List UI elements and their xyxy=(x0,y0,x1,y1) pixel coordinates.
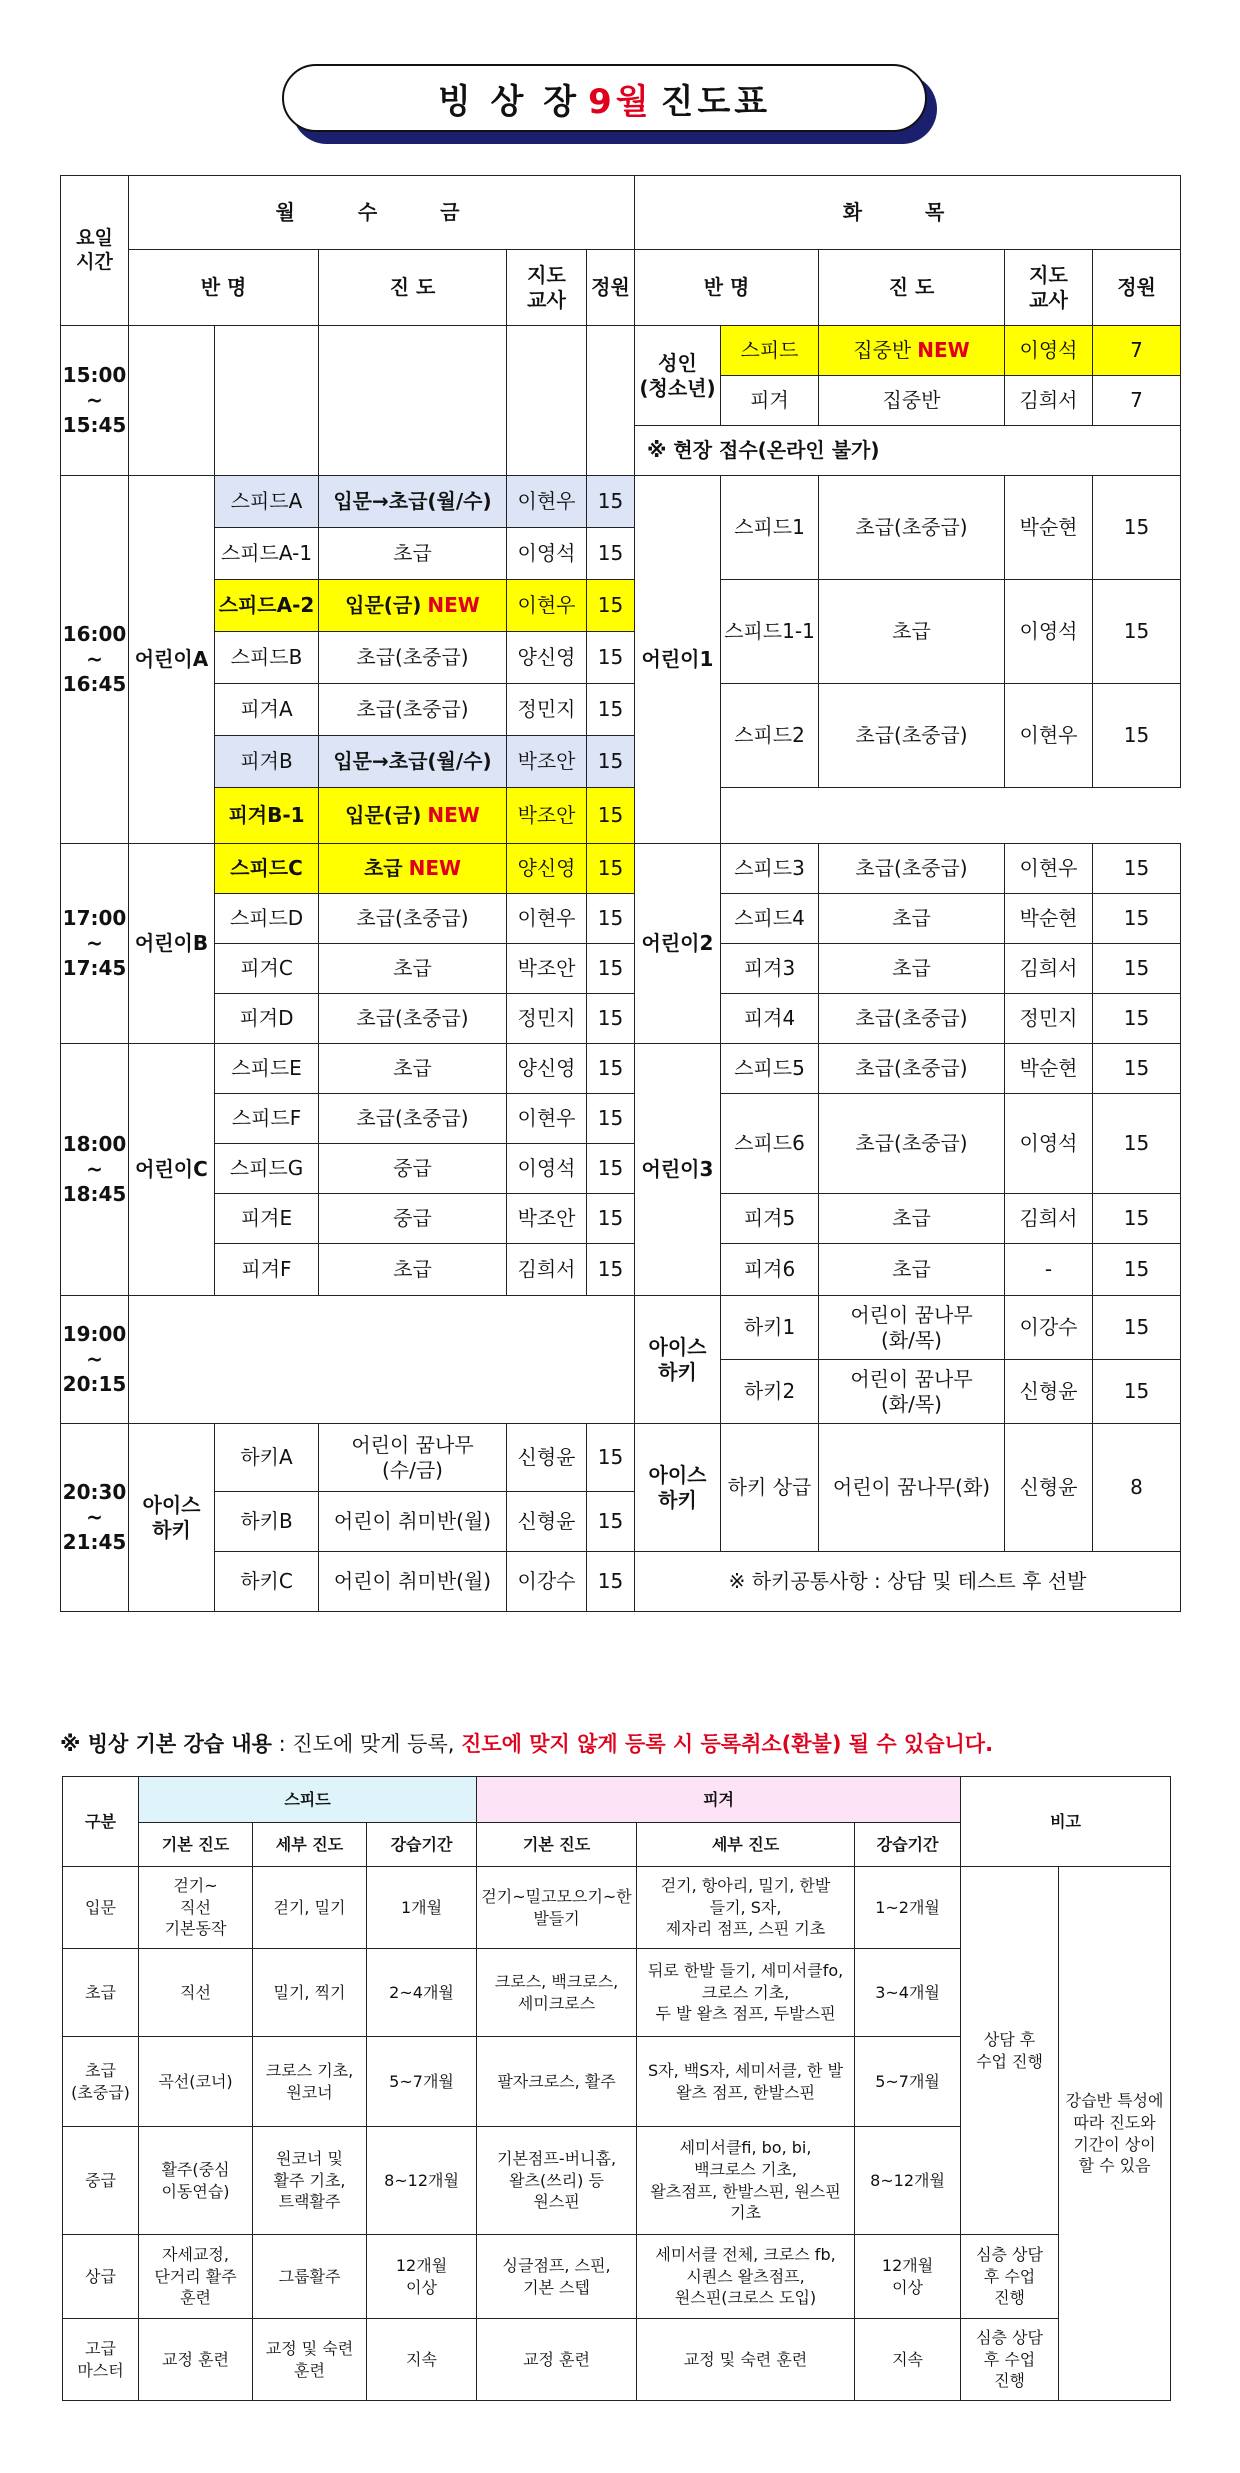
progress-header-2: 진 도 xyxy=(819,250,1005,326)
class-capacity: 15 xyxy=(587,994,635,1044)
class-capacity: 15 xyxy=(587,844,635,894)
class-progress: 어린이 꿈나무 (수/금) xyxy=(319,1424,507,1492)
figure-basic: 교정 훈련 xyxy=(477,2319,637,2401)
class-teacher: 이현우 xyxy=(1005,684,1093,788)
class-progress: 어린이 꿈나무 (화/목) xyxy=(819,1296,1005,1360)
class-progress: 초급(초중급) xyxy=(319,684,507,736)
figure-basic: 싱글점프, 스핀, 기본 스텝 xyxy=(477,2235,637,2319)
class-teacher: - xyxy=(1005,1244,1093,1296)
class-progress: 초급(초중급) xyxy=(319,632,507,684)
hockey-note: ※ 하키공통사항 : 상담 및 테스트 후 선발 xyxy=(635,1552,1181,1612)
teacher-header-2: 지도 교사 xyxy=(1005,250,1093,326)
class-capacity: 15 xyxy=(587,894,635,944)
class-progress: 초급(초중급) xyxy=(319,994,507,1044)
class-teacher: 신형윤 xyxy=(1005,1360,1093,1424)
class-teacher: 이영석 xyxy=(507,1144,587,1194)
schedule-table xyxy=(60,175,1181,1612)
class-name-header: 반 명 xyxy=(129,250,319,326)
progress-header: 진 도 xyxy=(319,250,507,326)
notice-line xyxy=(60,1728,993,1758)
speed-basic: 직선 xyxy=(139,1949,253,2037)
class-capacity: 15 xyxy=(587,788,635,844)
class-progress: 중급 xyxy=(319,1144,507,1194)
figure-detail: 세미서클fi, bo, bi, 백크로스 기초, 왈츠점프, 한발스핀, 원스핀 기초 xyxy=(637,2127,855,2235)
class-teacher: 김희서 xyxy=(507,1244,587,1296)
capacity-header-2: 정원 xyxy=(1093,250,1181,326)
class-capacity: 15 xyxy=(1093,1244,1181,1296)
new-badge: NEW xyxy=(917,338,970,362)
level-label: 고급 마스터 xyxy=(63,2319,139,2401)
capacity-header: 정원 xyxy=(587,250,635,326)
class-progress: 초급(초중급) xyxy=(819,994,1005,1044)
speed-period: 지속 xyxy=(367,2319,477,2401)
class-teacher: 이현우 xyxy=(507,894,587,944)
class-capacity: 7 xyxy=(1093,326,1181,376)
class-teacher: 박조안 xyxy=(507,736,587,788)
class-teacher: 이현우 xyxy=(507,580,587,632)
class-progress: 입문→초급(월/수) xyxy=(319,476,507,528)
class-capacity: 15 xyxy=(587,1552,635,1612)
speed-basic: 자세교정, 단거리 활주 훈련 xyxy=(139,2235,253,2319)
class-capacity: 15 xyxy=(1093,944,1181,994)
class-progress: 집중반 NEW xyxy=(819,326,1005,376)
class-teacher: 박조안 xyxy=(507,788,587,844)
class-progress: 초급(초중급) xyxy=(819,844,1005,894)
class-progress: 초급 xyxy=(319,944,507,994)
class-progress: 입문(금) NEW xyxy=(319,580,507,632)
category-header: 구분 xyxy=(63,1777,139,1867)
speed-basic-header: 기본 진도 xyxy=(139,1823,253,1867)
class-progress: 초급 NEW xyxy=(319,844,507,894)
group-label: 어린이B xyxy=(129,844,215,1044)
class-teacher: 신형윤 xyxy=(507,1492,587,1552)
class-teacher: 김희서 xyxy=(1005,944,1093,994)
speed-header: 스피드 xyxy=(139,1777,477,1823)
speed-basic: 걷기~ 직선 기본동작 xyxy=(139,1867,253,1949)
level-label: 초급 xyxy=(63,1949,139,2037)
class-name: 피겨4 xyxy=(721,994,819,1044)
class-teacher: 이영석 xyxy=(507,528,587,580)
figure-period: 3~4개월 xyxy=(855,1949,961,2037)
notice-text: : 진도에 맞게 등록, xyxy=(271,1732,462,1756)
class-name: 스피드A-1 xyxy=(215,528,319,580)
class-name: 하키C xyxy=(215,1552,319,1612)
class-name: 스피드A-2 xyxy=(215,580,319,632)
class-capacity: 15 xyxy=(1093,844,1181,894)
class-progress: 초급(초중급) xyxy=(819,476,1005,580)
title-suffix: 진도표 xyxy=(660,81,772,122)
class-name: 스피드F xyxy=(215,1094,319,1144)
class-progress: 초급 xyxy=(819,580,1005,684)
speed-detail: 그룹활주 xyxy=(253,2235,367,2319)
class-capacity: 15 xyxy=(587,944,635,994)
class-teacher: 이영석 xyxy=(1005,326,1093,376)
reference-table xyxy=(62,1776,1171,2401)
class-name: 피겨C xyxy=(215,944,319,994)
new-badge: NEW xyxy=(427,593,480,617)
group-label: 어린이C xyxy=(129,1044,215,1296)
notice-warning: 진도에 맞지 않게 등록 시 등록취소(환불) xyxy=(461,1732,842,1756)
class-teacher: 박조안 xyxy=(507,944,587,994)
class-capacity: 15 xyxy=(587,1492,635,1552)
group-label: 성인 (청소년) xyxy=(635,326,721,426)
class-teacher: 신형윤 xyxy=(1005,1424,1093,1552)
figure-detail: S자, 백S자, 세미서클, 한 발 왈츠 점프, 한발스핀 xyxy=(637,2037,855,2127)
group-label: 아이스 하키 xyxy=(635,1296,721,1424)
figure-detail: 교정 및 숙련 훈련 xyxy=(637,2319,855,2401)
class-teacher: 양신영 xyxy=(507,632,587,684)
class-teacher: 양신영 xyxy=(507,844,587,894)
class-teacher: 박조안 xyxy=(507,1194,587,1244)
class-name: 스피드5 xyxy=(721,1044,819,1094)
class-teacher: 김희서 xyxy=(1005,376,1093,426)
class-name: 스피드3 xyxy=(721,844,819,894)
time-slot: 17:00 ~ 17:45 xyxy=(61,844,129,1044)
speed-basic: 교정 훈련 xyxy=(139,2319,253,2401)
class-teacher: 정민지 xyxy=(507,994,587,1044)
class-teacher: 박순현 xyxy=(1005,1044,1093,1094)
remark-cell: 심층 상담 후 수업 진행 xyxy=(961,2235,1059,2319)
level-label: 초급 (초중급) xyxy=(63,2037,139,2127)
class-progress: 어린이 꿈나무 (화/목) xyxy=(819,1360,1005,1424)
class-progress: 초급 xyxy=(819,944,1005,994)
class-capacity: 15 xyxy=(1093,1094,1181,1194)
class-capacity: 15 xyxy=(587,1044,635,1094)
class-name: 피겨F xyxy=(215,1244,319,1296)
class-name: 하키 상급 xyxy=(721,1424,819,1552)
class-teacher: 이강수 xyxy=(1005,1296,1093,1360)
class-progress: 초급 xyxy=(319,1044,507,1094)
class-progress: 어린이 꿈나무(화) xyxy=(819,1424,1005,1552)
speed-period: 5~7개월 xyxy=(367,2037,477,2127)
class-name: 하키A xyxy=(215,1424,319,1492)
notice-tail: 될 수 있습니다. xyxy=(841,1732,994,1756)
speed-period: 2~4개월 xyxy=(367,1949,477,2037)
time-slot: 18:00 ~ 18:45 xyxy=(61,1044,129,1296)
class-teacher: 김희서 xyxy=(1005,1194,1093,1244)
class-capacity: 15 xyxy=(587,528,635,580)
class-name: 스피드 xyxy=(721,326,819,376)
new-badge: NEW xyxy=(408,856,462,880)
speed-detail: 크로스 기초, 원코너 xyxy=(253,2037,367,2127)
class-capacity: 15 xyxy=(587,476,635,528)
group-label: 아이스 하키 xyxy=(635,1424,721,1552)
figure-detail: 걷기, 항아리, 밀기, 한발 들기, S자, 제자리 점프, 스핀 기초 xyxy=(637,1867,855,1949)
figure-basic: 팔자크로스, 활주 xyxy=(477,2037,637,2127)
class-name: 피겨D xyxy=(215,994,319,1044)
class-name: 피겨5 xyxy=(721,1194,819,1244)
figure-period-header: 강습기간 xyxy=(855,1823,961,1867)
notice-label: ※ 빙상 기본 강습 내용 xyxy=(60,1732,272,1756)
remark-side: 강습반 특성에 따라 진도와 기간이 상이 할 수 있음 xyxy=(1059,1867,1171,2401)
class-name: 스피드1-1 xyxy=(721,580,819,684)
figure-period: 5~7개월 xyxy=(855,2037,961,2127)
class-teacher: 이영석 xyxy=(1005,580,1093,684)
level-label: 입문 xyxy=(63,1867,139,1949)
class-capacity: 15 xyxy=(1093,476,1181,580)
class-name: 피겨A xyxy=(215,684,319,736)
title-banner xyxy=(282,64,937,142)
level-label: 상급 xyxy=(63,2235,139,2319)
class-capacity: 15 xyxy=(1093,580,1181,684)
class-name: 스피드B xyxy=(215,632,319,684)
class-name: 하키2 xyxy=(721,1360,819,1424)
class-progress: 어린이 취미반(월) xyxy=(319,1552,507,1612)
speed-detail-header: 세부 진도 xyxy=(253,1823,367,1867)
speed-detail: 원코너 및 활주 기초, 트랙활주 xyxy=(253,2127,367,2235)
speed-detail: 밀기, 찍기 xyxy=(253,1949,367,2037)
class-teacher: 신형윤 xyxy=(507,1424,587,1492)
class-capacity: 15 xyxy=(1093,994,1181,1044)
speed-period-header: 강습기간 xyxy=(367,1823,477,1867)
group-mwf-header: 월 수 금 xyxy=(129,176,635,250)
class-capacity: 15 xyxy=(1093,1296,1181,1360)
class-capacity: 15 xyxy=(587,684,635,736)
class-name: 스피드1 xyxy=(721,476,819,580)
class-teacher: 정민지 xyxy=(507,684,587,736)
class-capacity: 15 xyxy=(1093,894,1181,944)
figure-detail: 세미서클 전체, 크로스 fb, 시퀀스 왈츠점프, 원스핀(크로스 도입) xyxy=(637,2235,855,2319)
figure-period: 12개월 이상 xyxy=(855,2235,961,2319)
time-slot: 20:30 ~ 21:45 xyxy=(61,1424,129,1612)
class-capacity: 15 xyxy=(1093,1194,1181,1244)
class-capacity: 15 xyxy=(587,1144,635,1194)
class-teacher: 이현우 xyxy=(507,1094,587,1144)
time-slot: 19:00 ~ 20:15 xyxy=(61,1296,129,1424)
class-progress: 초급(초중급) xyxy=(319,1094,507,1144)
class-progress: 초급 xyxy=(819,1194,1005,1244)
class-capacity: 8 xyxy=(1093,1424,1181,1552)
class-progress: 집중반 xyxy=(819,376,1005,426)
class-name: 하키1 xyxy=(721,1296,819,1360)
class-capacity: 15 xyxy=(1093,684,1181,788)
group-label: 어린이2 xyxy=(635,844,721,1044)
group-label: 어린이3 xyxy=(635,1044,721,1296)
figure-period: 지속 xyxy=(855,2319,961,2401)
class-name: 하키B xyxy=(215,1492,319,1552)
figure-basic: 기본점프-버니홉, 왈츠(쓰리) 등 원스핀 xyxy=(477,2127,637,2235)
onsite-note: ※ 현장 접수(온라인 불가) xyxy=(635,426,1181,476)
figure-period: 1~2개월 xyxy=(855,1867,961,1949)
speed-period: 8~12개월 xyxy=(367,2127,477,2235)
figure-period: 8~12개월 xyxy=(855,2127,961,2235)
class-capacity: 15 xyxy=(1093,1360,1181,1424)
day-time-header: 요일 시간 xyxy=(61,176,129,326)
teacher-header: 지도 교사 xyxy=(507,250,587,326)
empty-cell xyxy=(129,326,215,476)
class-capacity: 15 xyxy=(1093,1044,1181,1094)
class-name: 피겨 xyxy=(721,376,819,426)
empty-cell xyxy=(319,326,507,476)
figure-basic: 크로스, 백크로스, 세미크로스 xyxy=(477,1949,637,2037)
figure-detail-header: 세부 진도 xyxy=(637,1823,855,1867)
class-progress: 초급(초중급) xyxy=(819,1044,1005,1094)
class-teacher: 이강수 xyxy=(507,1552,587,1612)
group-label: 어린이1 xyxy=(635,476,721,844)
class-capacity: 15 xyxy=(587,1194,635,1244)
class-name: 스피드A xyxy=(215,476,319,528)
class-name: 스피드G xyxy=(215,1144,319,1194)
remark-header: 비고 xyxy=(961,1777,1171,1867)
figure-basic-header: 기본 진도 xyxy=(477,1823,637,1867)
class-name: 피겨E xyxy=(215,1194,319,1244)
speed-detail: 교정 및 숙련 훈련 xyxy=(253,2319,367,2401)
class-name: 스피드4 xyxy=(721,894,819,944)
figure-header: 피겨 xyxy=(477,1777,961,1823)
class-name: 피겨B-1 xyxy=(215,788,319,844)
class-progress: 어린이 취미반(월) xyxy=(319,1492,507,1552)
class-name-header-2: 반 명 xyxy=(635,250,819,326)
speed-period: 12개월 이상 xyxy=(367,2235,477,2319)
group-label: 어린이A xyxy=(129,476,215,844)
speed-basic: 활주(중심 이동연습) xyxy=(139,2127,253,2235)
title-month: 9월 xyxy=(588,81,653,122)
class-name: 피겨B xyxy=(215,736,319,788)
class-capacity: 15 xyxy=(587,1094,635,1144)
empty-cell xyxy=(507,326,587,476)
class-teacher: 박순현 xyxy=(1005,476,1093,580)
class-progress: 초급(초중급) xyxy=(819,684,1005,788)
class-progress: 초급 xyxy=(319,1244,507,1296)
class-progress: 입문→초급(월/수) xyxy=(319,736,507,788)
speed-detail: 걷기, 밀기 xyxy=(253,1867,367,1949)
class-capacity: 15 xyxy=(587,580,635,632)
class-progress: 초급(초중급) xyxy=(819,1094,1005,1194)
class-name: 피겨6 xyxy=(721,1244,819,1296)
page-title xyxy=(282,64,927,132)
class-teacher: 정민지 xyxy=(1005,994,1093,1044)
class-progress: 초급 xyxy=(319,528,507,580)
time-slot: 16:00 ~ 16:45 xyxy=(61,476,129,844)
class-capacity: 15 xyxy=(587,1244,635,1296)
remark-cell: 심층 상담 후 수업 진행 xyxy=(961,2319,1059,2401)
time-slot: 15:00 ~ 15:45 xyxy=(61,326,129,476)
class-teacher: 양신영 xyxy=(507,1044,587,1094)
class-name: 스피드2 xyxy=(721,684,819,788)
class-capacity: 15 xyxy=(587,632,635,684)
class-capacity: 15 xyxy=(587,1424,635,1492)
speed-basic: 곡선(코너) xyxy=(139,2037,253,2127)
class-name: 스피드D xyxy=(215,894,319,944)
class-name: 스피드6 xyxy=(721,1094,819,1194)
group-label: 아이스 하키 xyxy=(129,1424,215,1612)
class-progress: 초급 xyxy=(819,894,1005,944)
class-progress: 입문(금) NEW xyxy=(319,788,507,844)
class-name: 스피드E xyxy=(215,1044,319,1094)
empty-cell xyxy=(587,326,635,476)
class-progress: 초급(초중급) xyxy=(319,894,507,944)
class-name: 스피드C xyxy=(215,844,319,894)
class-teacher: 이영석 xyxy=(1005,1094,1093,1194)
class-capacity: 15 xyxy=(587,736,635,788)
speed-period: 1개월 xyxy=(367,1867,477,1949)
group-tt-header: 화 목 xyxy=(635,176,1181,250)
new-badge: NEW xyxy=(427,803,480,827)
figure-detail: 뒤로 한발 들기, 세미서클fo, 크로스 기초, 두 발 왈츠 점프, 두발스핀 xyxy=(637,1949,855,2037)
class-progress: 중급 xyxy=(319,1194,507,1244)
figure-basic: 걷기~밀고모으기~한 발들기 xyxy=(477,1867,637,1949)
empty-cell xyxy=(129,1296,635,1424)
empty-cell xyxy=(215,326,319,476)
class-teacher: 박순현 xyxy=(1005,894,1093,944)
class-name: 피겨3 xyxy=(721,944,819,994)
remark-common: 상담 후 수업 진행 xyxy=(961,1867,1059,2235)
class-teacher: 이현우 xyxy=(507,476,587,528)
class-teacher: 이현우 xyxy=(1005,844,1093,894)
title-prefix: 빙 상 장 xyxy=(437,81,581,122)
class-capacity: 7 xyxy=(1093,376,1181,426)
level-label: 중급 xyxy=(63,2127,139,2235)
class-progress: 초급 xyxy=(819,1244,1005,1296)
